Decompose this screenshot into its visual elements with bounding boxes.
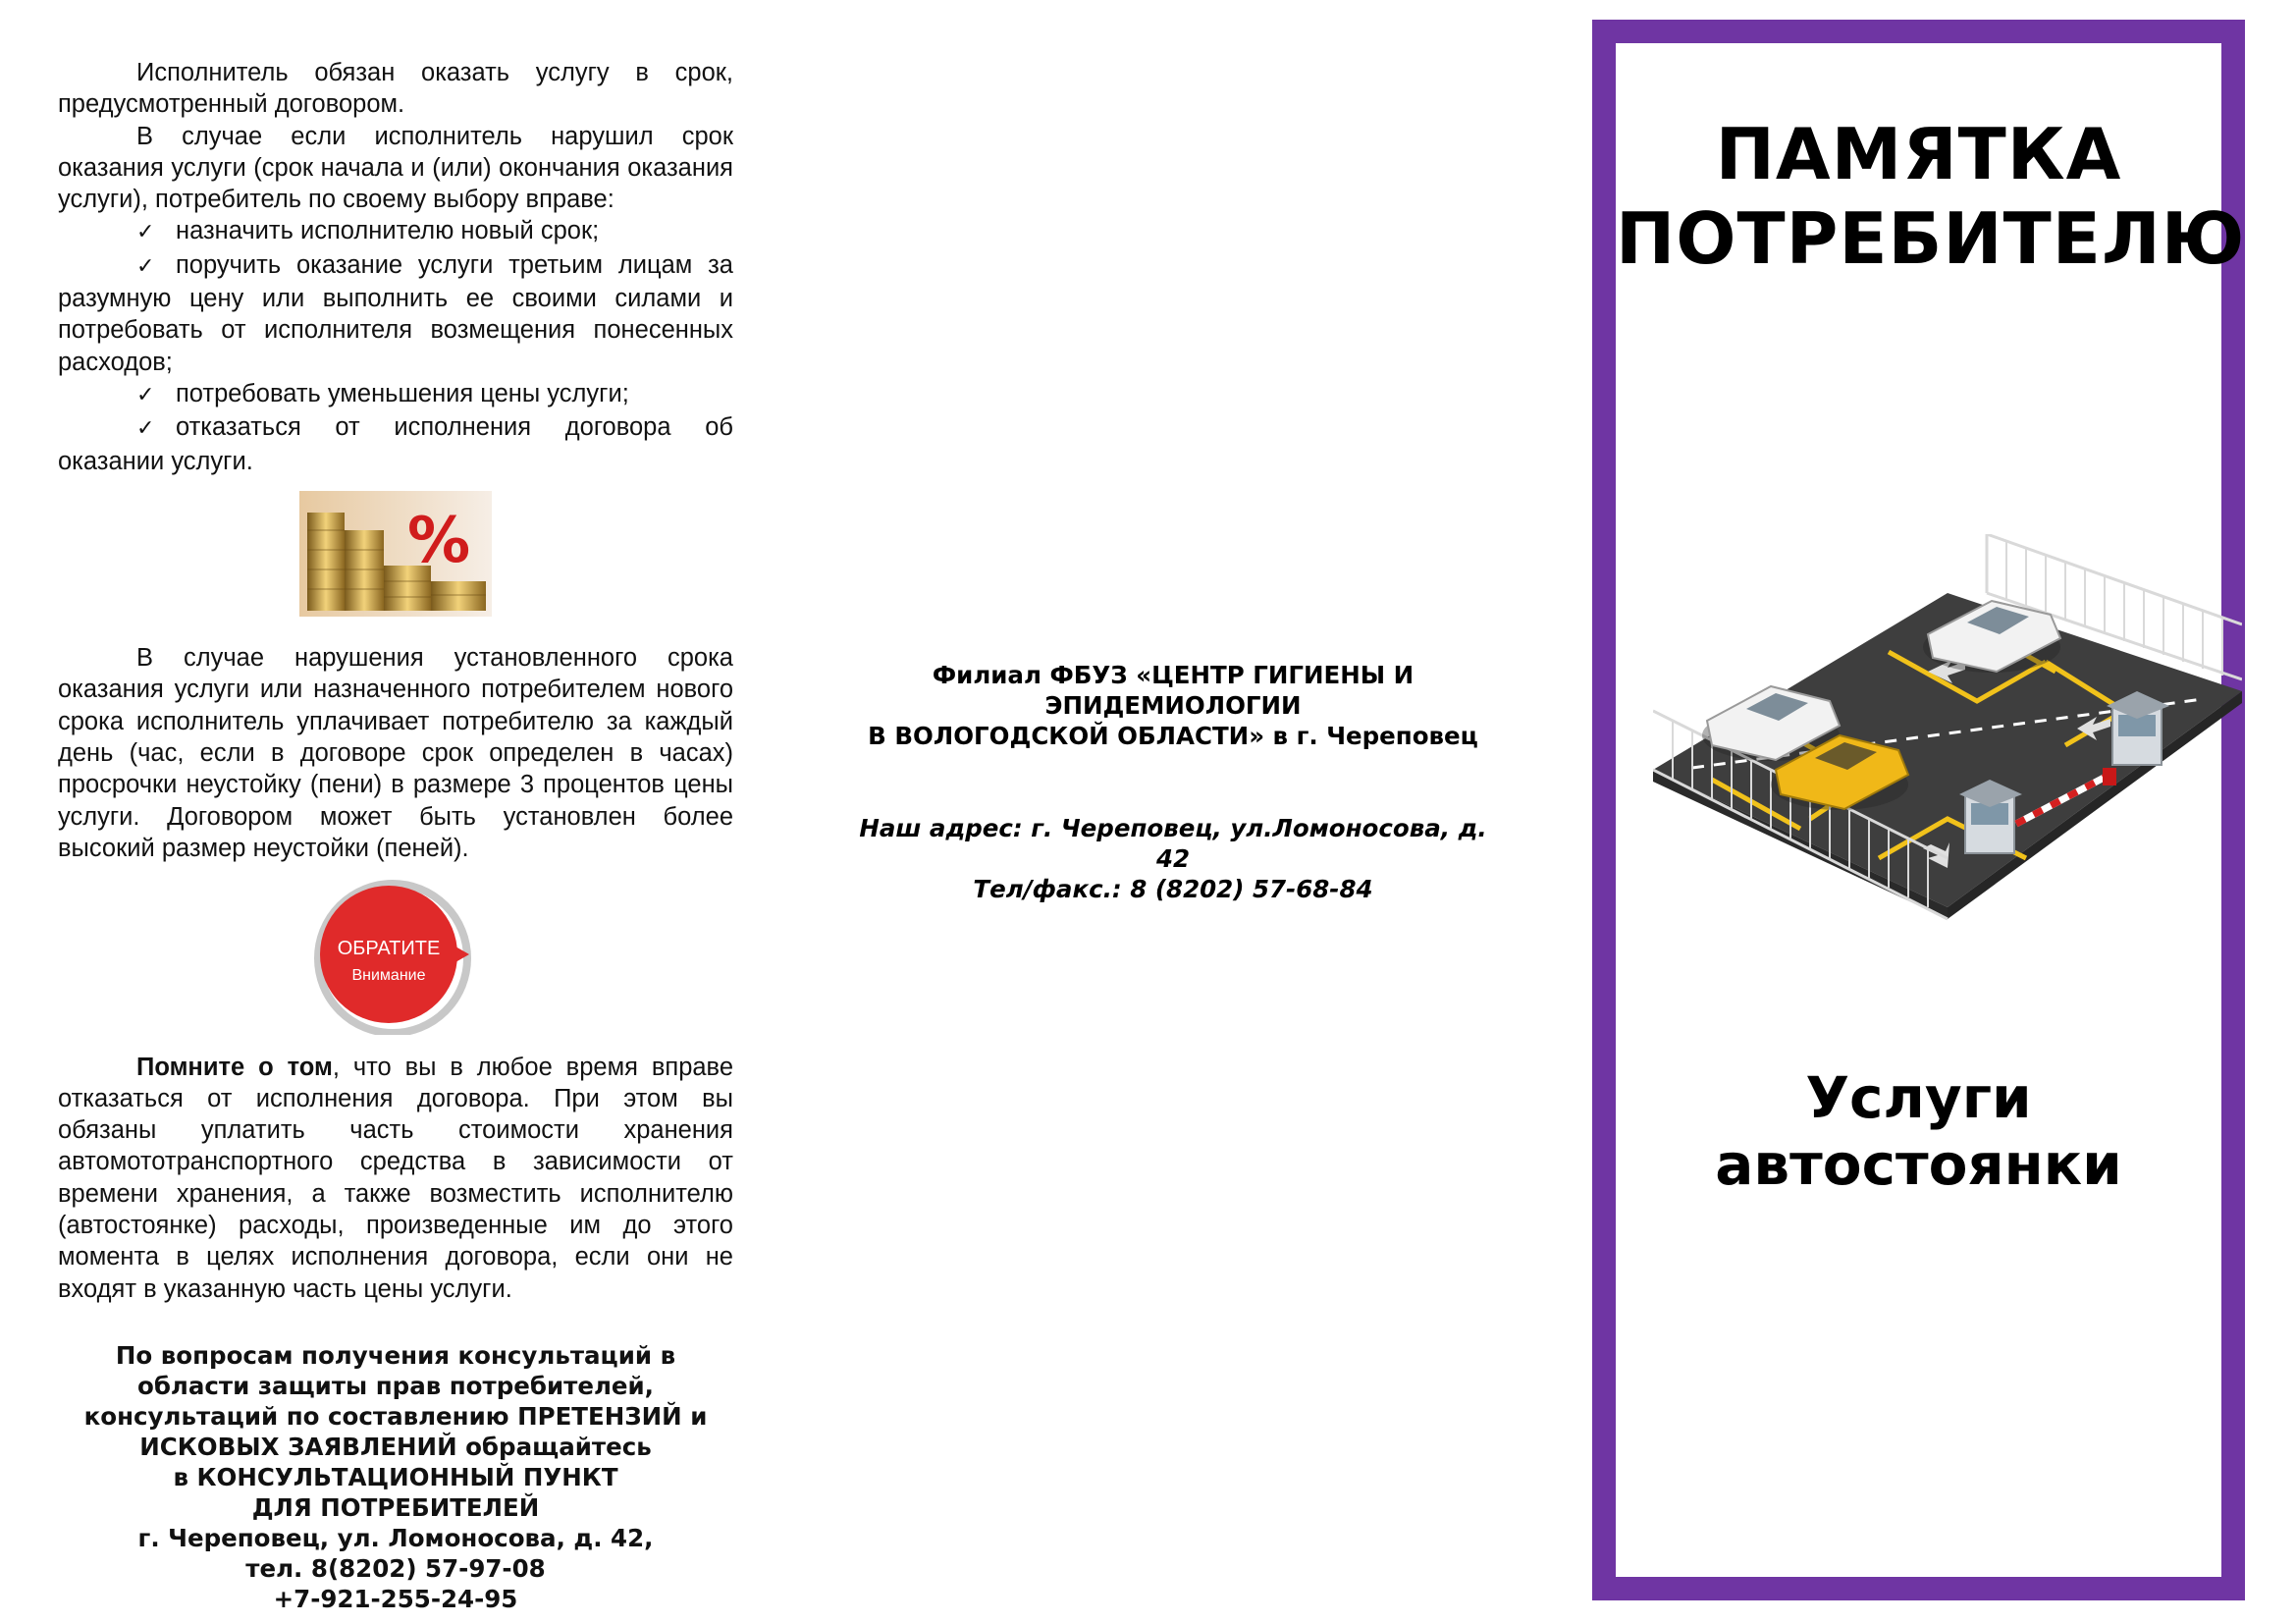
paragraph-deadline: Исполнитель обязан оказать услугу в срок, предусмотренный договором. [58,59,733,119]
consult-line: в КОНСУЛЬТАЦИОННЫЙ ПУНКТ [173,1462,618,1491]
consult-line: консультаций по составлению ПРЕТЕНЗИЙ и [83,1401,708,1431]
checkmark-icon: ✓ [136,220,155,245]
organization-name: Филиал ФБУЗ «ЦЕНТР ГИГИЕНЫ И ЭПИДЕМИОЛОГИИ В ВОЛОГОДСКОЙ ОБЛАСТИ» в г. Череповец [868,661,1478,750]
consult-line: г. Череповец, ул. Ломоносова, д. 42, [137,1523,654,1552]
paragraph-penalty: В случае нарушения установленного срока оказания услуги или назначенного потребителем нового срока исполнитель уплачивает потребителю за каждый день (час, если в договоре срок определен в часах) просрочки неустойку (пени) в размере 3 процентов цены услуги. Договором может быть установлен более высокий размер неустойки (пеней). [58,644,733,862]
check-item: ✓ поручить оказание услуги третьим лицам за разумную цену или выполнить ее своими силами и потребовать от исполнителя возмещения понесенных расходов; [58,250,733,376]
consult-line: ДЛЯ ПОТРЕБИТЕЛЕЙ [251,1492,540,1522]
checkmark-icon: ✓ [136,416,155,442]
coins-illustration [299,491,492,617]
organization-address: Наш адрес: г. Череповец, ул.Ломоносова, д. 42 Тел/факс.: 8 (8202) 57-68-84 [859,814,1487,903]
consult-line: +7-921-255-24-95 [273,1584,518,1613]
left-panel [58,57,733,1614]
checkmark-icon: ✓ [136,382,155,407]
attention-circle-icon [312,878,479,1035]
booth-right [2107,691,2169,765]
parking-lot-illustration [1653,534,2242,927]
consult-line: ИСКОВЫХ ЗАЯВЛЕНИЙ обращайтесь [139,1432,652,1461]
coins-percent-image [58,491,733,624]
percent-symbol: % [406,504,471,577]
attention-label-bottom: Внимание [351,967,426,985]
check-item: ✓ потребовать уменьшения цены услуги; [58,378,733,411]
remember-bold: Помните о том [136,1053,333,1081]
consultation-block [58,1340,733,1614]
cover-subtitle: Услуги автостоянки [1715,1064,2122,1198]
check-item: ✓ отказаться от исполнения договора об оказании услуги. [58,413,733,475]
attention-badge [58,878,733,1043]
paragraph-violation: В случае если исполнитель нарушил срок оказания услуги (срок начала и (или) окончания оказания услуги), потребитель по своему выбору вправе: [58,122,733,214]
check-item: ✓ назначить исполнителю новый срок; [58,215,733,248]
booth-left [1959,780,2022,853]
cover-title: ПАМЯТКА ПОТРЕБИТЕЛЮ [1616,113,2246,280]
cover-panel [1592,20,2245,1600]
consult-line: области защиты прав потребителей, [136,1371,654,1400]
checkmark-icon: ✓ [136,253,155,279]
paragraph-remember: Помните о том, что вы в любое время вправе отказаться от исполнения договора. При этом вы обязаны уплатить часть стоимости хранения автомототранспортного средства в зависимости от времени хранения, а также возместить исполнителю (автостоянке) расходы, произведенные им до этого момента в целях исполнения договора, если они не входят в указанную часть цены услуги. [58,1053,733,1303]
consult-line: По вопросам получения консультаций в [115,1340,676,1370]
consult-line: тел. 8(8202) 57-97-08 [245,1553,546,1583]
attention-label-top: ОБРАТИТЕ [337,938,441,960]
